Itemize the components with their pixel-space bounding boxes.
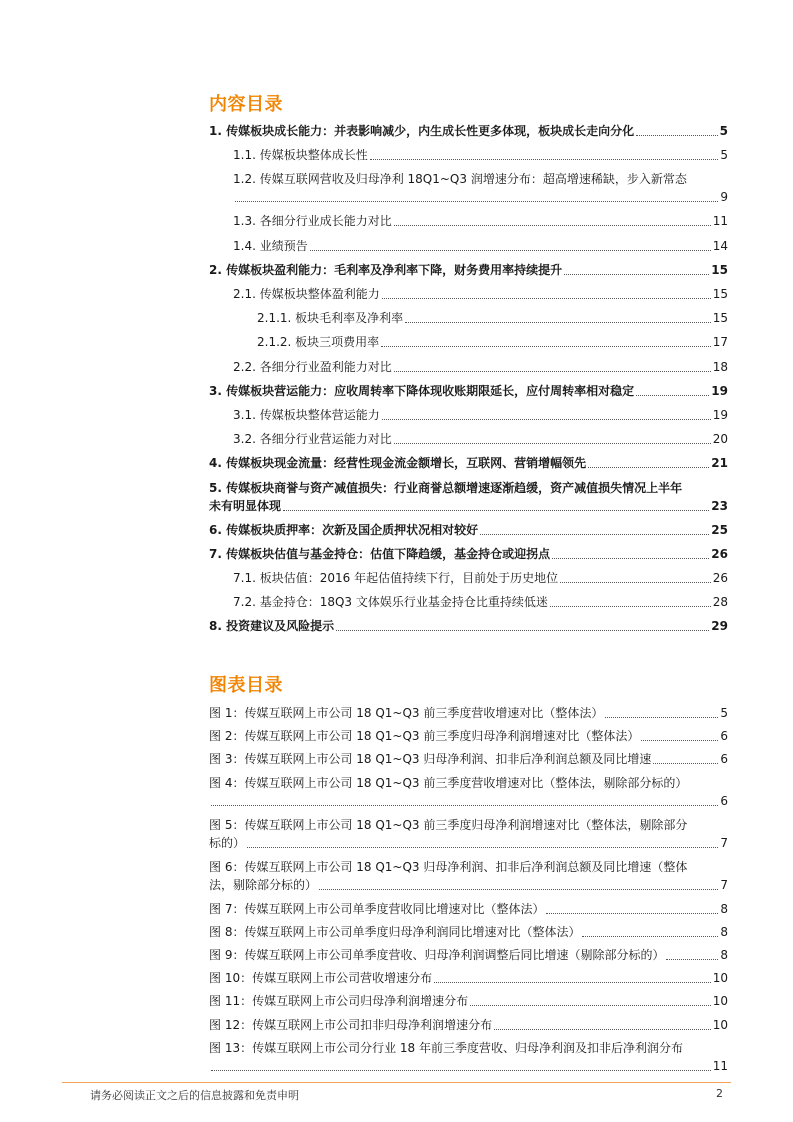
dot-leader <box>636 134 718 136</box>
entry-page-number: 11 <box>712 214 728 229</box>
dot-leader <box>666 958 718 960</box>
entry-line <box>233 236 728 256</box>
entry-label: 7.1. 板块估值：2016 年起估值持续下行，目前处于历史地位 <box>233 571 559 585</box>
entry-label: 2.2. 各细分行业盈利能力对比 <box>233 359 392 374</box>
figure-entry[interactable] <box>0 968 793 990</box>
entry-page-number: 21 <box>711 456 728 471</box>
entry-page-number: 15 <box>712 311 728 326</box>
entry-label: 图 1：传媒互联网上市公司 18 Q1~Q3 前三季度营收增速对比（整体法） <box>209 706 604 720</box>
entry-label: 图 7：传媒互联网上市公司单季度营收同比增速对比（整体法） <box>209 901 545 916</box>
entry-label: 2.1. 传媒板块整体盈利能力 <box>233 287 380 301</box>
entry-label: 2.1.2. 板块三项费用率 <box>257 335 380 350</box>
entry-label: 3.2. 各细分行业营运能力对比 <box>233 432 392 447</box>
toc-entry[interactable] <box>0 308 793 330</box>
dot-leader <box>283 509 709 511</box>
entry-page-number: 10 <box>712 994 728 1009</box>
entry-line <box>209 922 728 942</box>
dot-leader <box>405 321 711 323</box>
entry-page-number: 7 <box>720 835 728 850</box>
entry-label: 1.1. 传媒板块整体成长性 <box>233 148 368 163</box>
page-number: 2 <box>716 1087 723 1100</box>
entry-label: 图 13：传媒互联网上市公司分行业 18 年前三季度营收、归母净利润及扣非后净利润分布 <box>209 1040 683 1055</box>
dot-leader <box>636 394 709 396</box>
entry-page-number: 15 <box>711 262 728 277</box>
dot-leader <box>247 846 718 848</box>
dot-leader <box>370 158 719 160</box>
entry-line <box>209 1015 728 1035</box>
toc-entry[interactable] <box>0 357 793 379</box>
dot-leader <box>552 557 709 559</box>
entry-page-number: 6 <box>720 729 728 744</box>
entry-line <box>233 405 728 425</box>
entry-line <box>209 453 728 473</box>
toc-entry[interactable] <box>0 121 793 143</box>
entry-page-number: 9 <box>720 190 728 205</box>
entry-label: 1.2. 传媒互联网营收及归母净利 18Q1~Q3 润增速分布：超高增速稀缺，步入新常态 <box>233 172 687 187</box>
entry-label-continued: 未有明显体现 <box>209 498 282 513</box>
entry-label: 图 12：传媒互联网上市公司扣非归母净利润增速分布 <box>209 1017 493 1032</box>
figure-entry[interactable] <box>0 1015 793 1037</box>
dot-leader <box>641 739 718 741</box>
dot-leader <box>494 1028 711 1030</box>
entry-continuation <box>209 833 728 853</box>
dot-leader <box>310 249 711 251</box>
entry-line <box>209 381 728 401</box>
entry-line <box>233 145 728 165</box>
dot-leader <box>582 935 718 937</box>
toc-entry[interactable] <box>0 453 793 475</box>
entry-page-number: 10 <box>712 1017 728 1032</box>
entry-line <box>209 121 728 141</box>
dot-leader <box>560 581 711 583</box>
entry-line <box>209 520 728 540</box>
entry-label: 2.1.1. 板块毛利率及净利率 <box>257 311 404 326</box>
toc-entry[interactable] <box>0 429 793 451</box>
figure-entry[interactable] <box>0 899 793 921</box>
figure-entry[interactable] <box>0 726 793 748</box>
toc-title: 内容目录 <box>209 94 283 115</box>
entry-page-number: 6 <box>720 752 728 767</box>
entry-page-number: 8 <box>720 924 728 939</box>
dot-leader <box>564 273 709 275</box>
entry-page-number: 8 <box>720 901 728 916</box>
entry-label: 图 9：传媒互联网上市公司单季度营收、归母净利润调整后同比增速（剔除部分标的） <box>209 948 665 962</box>
entry-continuation <box>209 875 728 895</box>
dot-leader <box>653 762 718 764</box>
entry-continuation <box>209 496 728 516</box>
entry-page-number: 8 <box>720 948 728 962</box>
entry-line <box>209 616 728 636</box>
entry-page-number: 25 <box>711 522 728 537</box>
entry-label-continued: 标的） <box>209 835 246 850</box>
entry-line <box>233 211 728 231</box>
entry-continuation <box>233 187 728 207</box>
entry-page-number: 11 <box>712 1058 728 1073</box>
entry-page-number: 26 <box>711 546 728 561</box>
entry-line <box>257 332 728 352</box>
figure-entry[interactable] <box>0 773 793 808</box>
figure-entry[interactable] <box>0 749 793 771</box>
toc-entry[interactable] <box>0 284 793 306</box>
dot-leader <box>394 442 711 444</box>
entry-label: 1.3. 各细分行业成长能力对比 <box>233 214 392 229</box>
dot-leader <box>381 345 711 347</box>
entry-line <box>209 991 728 1011</box>
dot-leader <box>382 418 711 420</box>
entry-line <box>233 357 728 377</box>
dot-leader <box>211 804 718 806</box>
entry-line <box>209 749 728 769</box>
entry-page-number: 26 <box>712 571 728 585</box>
entry-label: 3.1. 传媒板块整体营运能力 <box>233 408 380 422</box>
entry-label-continued: 法，剔除部分标的） <box>209 877 318 892</box>
dot-leader <box>394 224 711 226</box>
entry-label: 图 2：传媒互联网上市公司 18 Q1~Q3 前三季度归母净利润增速对比（整体法） <box>209 729 640 744</box>
entry-page-number: 10 <box>712 971 728 986</box>
entry-label: 7.2. 基金持仓：18Q3 文体娱乐行业基金持仓比重持续低迷 <box>233 595 548 610</box>
entry-label: 图 11：传媒互联网上市公司归母净利润增速分布 <box>209 994 469 1009</box>
figure-entry[interactable] <box>0 857 793 892</box>
entry-label: 图 5：传媒互联网上市公司 18 Q1~Q3 前三季度归母净利润增速对比（整体法，剔除部分 <box>209 817 688 832</box>
entry-page-number: 18 <box>712 359 728 374</box>
entry-page-number: 20 <box>712 432 728 447</box>
dot-leader <box>336 629 709 631</box>
figure-entry[interactable] <box>0 1038 793 1073</box>
entry-page-number: 5 <box>720 148 728 163</box>
toc-entry[interactable] <box>0 544 793 566</box>
toc-entry[interactable] <box>0 405 793 427</box>
dot-leader <box>319 888 718 890</box>
footer-disclaimer[interactable]: 请务必阅读正文之后的信息披露和免责申明 <box>90 1089 299 1102</box>
figure-entry[interactable] <box>0 703 793 725</box>
figure-entry[interactable] <box>0 815 793 850</box>
entry-label: 图 3：传媒互联网上市公司 18 Q1~Q3 归母净利润、扣非后净利润总额及同比增速 <box>209 752 652 767</box>
toc-entry[interactable] <box>0 169 793 205</box>
entry-label: 3. 传媒板块营运能力：应收周转率下降体现收账期限延长，应付周转率相对稳定 <box>209 383 635 398</box>
toc-entry[interactable] <box>0 520 793 542</box>
entry-page-number: 5 <box>719 124 728 138</box>
toc-entry[interactable] <box>0 616 793 638</box>
entry-line <box>209 945 728 965</box>
entry-label: 8. 投资建议及风险提示 <box>209 619 335 634</box>
entry-label: 1. 传媒板块成长能力：并表影响减少，内生成长性更多体现，板块成长走向分化 <box>209 124 635 138</box>
entry-line <box>233 284 728 304</box>
entry-line <box>209 899 728 919</box>
entry-label: 图 4：传媒互联网上市公司 18 Q1~Q3 前三季度营收增速对比（整体法，剔除部分标的） <box>209 775 688 790</box>
entry-label: 图 10：传媒互联网上市公司营收增速分布 <box>209 971 433 986</box>
entry-line <box>257 308 728 328</box>
dot-leader <box>394 370 711 372</box>
entry-continuation <box>209 791 728 811</box>
figure-entry[interactable] <box>0 922 793 944</box>
toc-entry[interactable] <box>0 381 793 403</box>
entry-page-number: 7 <box>720 877 728 892</box>
entry-label: 7. 传媒板块估值与基金持仓：估值下降趋缓，基金持仓或迎拐点 <box>209 546 551 561</box>
toc-entry[interactable] <box>0 568 793 590</box>
entry-label: 6. 传媒板块质押率：次新及国企质押状况相对较好 <box>209 522 479 537</box>
toc-entry[interactable] <box>0 592 793 614</box>
dot-leader <box>382 297 711 299</box>
dot-leader <box>434 981 711 983</box>
entry-line <box>233 568 728 588</box>
entry-page-number: 5 <box>720 706 728 720</box>
entry-label: 4. 传媒板块现金流量：经营性现金流金额增长，互联网、营销增幅领先 <box>209 456 587 471</box>
entry-label: 图 8：传媒互联网上市公司单季度归母净利润同比增速对比（整体法） <box>209 924 581 939</box>
figure-entry[interactable] <box>0 945 793 967</box>
entry-line <box>209 260 728 280</box>
entry-page-number: 19 <box>711 383 728 398</box>
entry-line <box>209 968 728 988</box>
dot-leader <box>546 912 718 914</box>
entry-page-number: 6 <box>720 793 728 808</box>
entry-line <box>209 544 728 564</box>
entry-label: 图 6：传媒互联网上市公司 18 Q1~Q3 归母净利润、扣非后净利润总额及同比增速（整体 <box>209 859 688 874</box>
toc-entry[interactable] <box>0 236 793 258</box>
dot-leader <box>588 466 709 468</box>
toc-entry[interactable] <box>0 211 793 233</box>
entry-page-number: 15 <box>712 287 728 301</box>
dot-leader <box>550 605 711 607</box>
figure-entry[interactable] <box>0 991 793 1013</box>
toc-entry[interactable] <box>0 260 793 282</box>
entry-page-number: 14 <box>712 238 728 253</box>
entry-label: 2. 传媒板块盈利能力：毛利率及净利率下降，财务费用率持续提升 <box>209 262 563 277</box>
figures-title: 图表目录 <box>209 675 283 696</box>
entry-page-number: 23 <box>711 498 728 513</box>
entry-page-number: 28 <box>712 595 728 610</box>
dot-leader <box>470 1004 711 1006</box>
entry-label: 5. 传媒板块商誉与资产减值损失：行业商誉总额增速逐渐趋缓，资产减值损失情况上半年 <box>209 480 683 495</box>
entry-line <box>233 429 728 449</box>
entry-line <box>209 703 728 723</box>
entry-page-number: 17 <box>712 335 728 350</box>
dot-leader <box>211 1069 711 1071</box>
entry-line <box>209 726 728 746</box>
toc-entry[interactable] <box>0 145 793 167</box>
dot-leader <box>235 200 718 202</box>
entry-label: 1.4. 业绩预告 <box>233 238 308 253</box>
dot-leader <box>480 533 709 535</box>
entry-page-number: 29 <box>711 619 728 634</box>
entry-page-number: 19 <box>712 408 728 422</box>
toc-entry[interactable] <box>0 332 793 354</box>
footer-divider <box>62 1082 731 1083</box>
entry-continuation <box>209 1056 728 1076</box>
dot-leader <box>605 716 718 718</box>
toc-entry[interactable] <box>0 478 793 513</box>
entry-line <box>233 592 728 612</box>
